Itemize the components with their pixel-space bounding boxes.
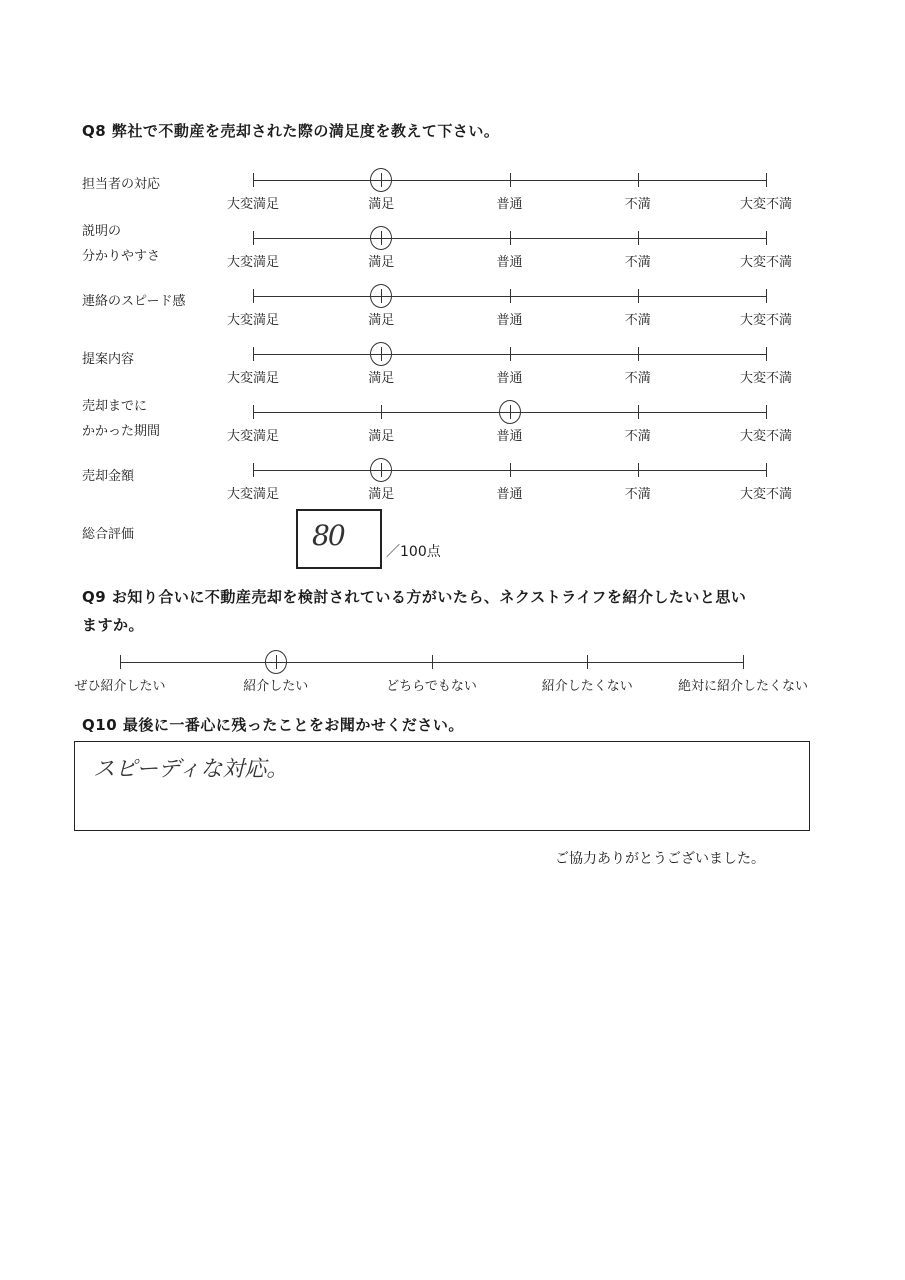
q8-explanation-option-label: 普通 (496, 255, 523, 270)
q8-proposal-option-label: 大変不満 (739, 371, 793, 386)
q8-price-option-label: 普通 (496, 487, 523, 502)
q9-tick[interactable] (432, 655, 433, 669)
q8-proposal-option-label: 大変満足 (226, 371, 280, 386)
q8-staff-tick[interactable] (253, 173, 254, 187)
q8-period-option-label: 普通 (496, 429, 523, 444)
q8-period-option-label: 大変不満 (739, 429, 793, 444)
q9-option-label: 絶対に紹介したくない (677, 679, 809, 694)
q8-price-tick[interactable] (510, 463, 511, 477)
q8-staff-option-label: 普通 (496, 197, 523, 212)
q8-contact-speed-option-label: 大変満足 (226, 313, 280, 328)
q8-proposal-tick[interactable] (766, 347, 767, 361)
q8-price-option-label: 満足 (368, 487, 395, 502)
q8-explanation-option-label: 大変不満 (739, 255, 793, 270)
q8-price-option-label: 大変満足 (226, 487, 280, 502)
overall-score-box[interactable] (296, 509, 382, 569)
q9-tick[interactable] (587, 655, 588, 669)
row-label-proposal: 提案内容 (82, 352, 135, 367)
q8-period-option-label: 不満 (624, 429, 651, 444)
q8-explanation-selected-circle (370, 226, 392, 250)
q9-title-line2: ますか。 (82, 616, 145, 634)
q8-explanation-tick[interactable] (510, 231, 511, 245)
q8-staff-option-label: 不満 (624, 197, 651, 212)
q9-option-label: ぜひ紹介したい (74, 679, 166, 694)
q8-period-option-label: 満足 (368, 429, 395, 444)
q8-staff-tick[interactable] (510, 173, 511, 187)
q8-explanation-option-label: 満足 (368, 255, 395, 270)
q8-contact-speed-tick[interactable] (510, 289, 511, 303)
row-label-explanation: 説明の 分かりやすさ (82, 224, 161, 264)
q8-staff-option-label: 大変満足 (226, 197, 280, 212)
q8-explanation-tick[interactable] (766, 231, 767, 245)
q9-option-label: 紹介したい (243, 679, 309, 694)
q8-period-tick[interactable] (638, 405, 639, 419)
q10-title: Q10 最後に一番心に残ったことをお聞かせください。 (82, 716, 464, 734)
q8-staff-option-label: 大変不満 (739, 197, 793, 212)
q8-contact-speed-tick[interactable] (766, 289, 767, 303)
q8-proposal-tick[interactable] (510, 347, 511, 361)
q8-price-option-label: 不満 (624, 487, 651, 502)
q8-period-option-label: 大変満足 (226, 429, 280, 444)
q8-contact-speed-tick[interactable] (253, 289, 254, 303)
q8-contact-speed-option-label: 普通 (496, 313, 523, 328)
q8-proposal-option-label: 不満 (624, 371, 651, 386)
q9-tick[interactable] (120, 655, 121, 669)
q8-proposal-option-label: 満足 (368, 371, 395, 386)
q8-contact-speed-option-label: 不満 (624, 313, 651, 328)
q8-explanation-option-label: 大変満足 (226, 255, 280, 270)
q8-staff-selected-circle (370, 168, 392, 192)
overall-label: 総合評価 (82, 527, 135, 542)
q8-period-tick[interactable] (766, 405, 767, 419)
q9-title-line1: Q9 お知り合いに不動産売却を検討されている方がいたら、ネクストライフを紹介したいと思い (82, 588, 747, 606)
q8-price-tick[interactable] (766, 463, 767, 477)
q8-title: Q8 弊社で不動産を売却された際の満足度を教えて下さい。 (82, 122, 500, 140)
overall-score-suffix: ／100点 (386, 544, 441, 560)
overall-score-value: 80 (312, 519, 344, 552)
q8-staff-option-label: 満足 (368, 197, 395, 212)
q10-answer-box[interactable] (74, 741, 810, 831)
q8-price-tick[interactable] (638, 463, 639, 477)
q9-option-label: どちらでもない (386, 679, 477, 694)
q8-proposal-selected-circle (370, 342, 392, 366)
row-label-staff: 担当者の対応 (82, 177, 161, 192)
row-label-contact-speed: 連絡のスピード感 (82, 294, 186, 309)
q9-selected-circle (265, 650, 287, 674)
q8-price-tick[interactable] (253, 463, 254, 477)
row-label-period: 売却までに かかった期間 (82, 399, 161, 439)
q8-period-selected-circle (499, 400, 521, 424)
q8-explanation-option-label: 不満 (624, 255, 651, 270)
q8-proposal-tick[interactable] (638, 347, 639, 361)
q8-price-option-label: 大変不満 (739, 487, 793, 502)
row-label-price: 売却金額 (82, 469, 135, 484)
q9-option-label: 紹介したくない (541, 679, 633, 694)
q8-period-tick[interactable] (253, 405, 254, 419)
q8-contact-speed-selected-circle (370, 284, 392, 308)
q8-explanation-tick[interactable] (253, 231, 254, 245)
q9-tick[interactable] (743, 655, 744, 669)
q8-staff-tick[interactable] (766, 173, 767, 187)
q8-proposal-tick[interactable] (253, 347, 254, 361)
q10-answer-text: スピーディな対応。 (93, 757, 289, 782)
q8-explanation-tick[interactable] (638, 231, 639, 245)
q8-contact-speed-option-label: 大変不満 (739, 313, 793, 328)
q8-contact-speed-tick[interactable] (638, 289, 639, 303)
q8-contact-speed-option-label: 満足 (368, 313, 395, 328)
q8-period-tick[interactable] (381, 405, 382, 419)
thanks-message: ご協力ありがとうございました。 (555, 851, 765, 867)
q8-price-selected-circle (370, 458, 392, 482)
q8-proposal-option-label: 普通 (496, 371, 523, 386)
q8-staff-tick[interactable] (638, 173, 639, 187)
